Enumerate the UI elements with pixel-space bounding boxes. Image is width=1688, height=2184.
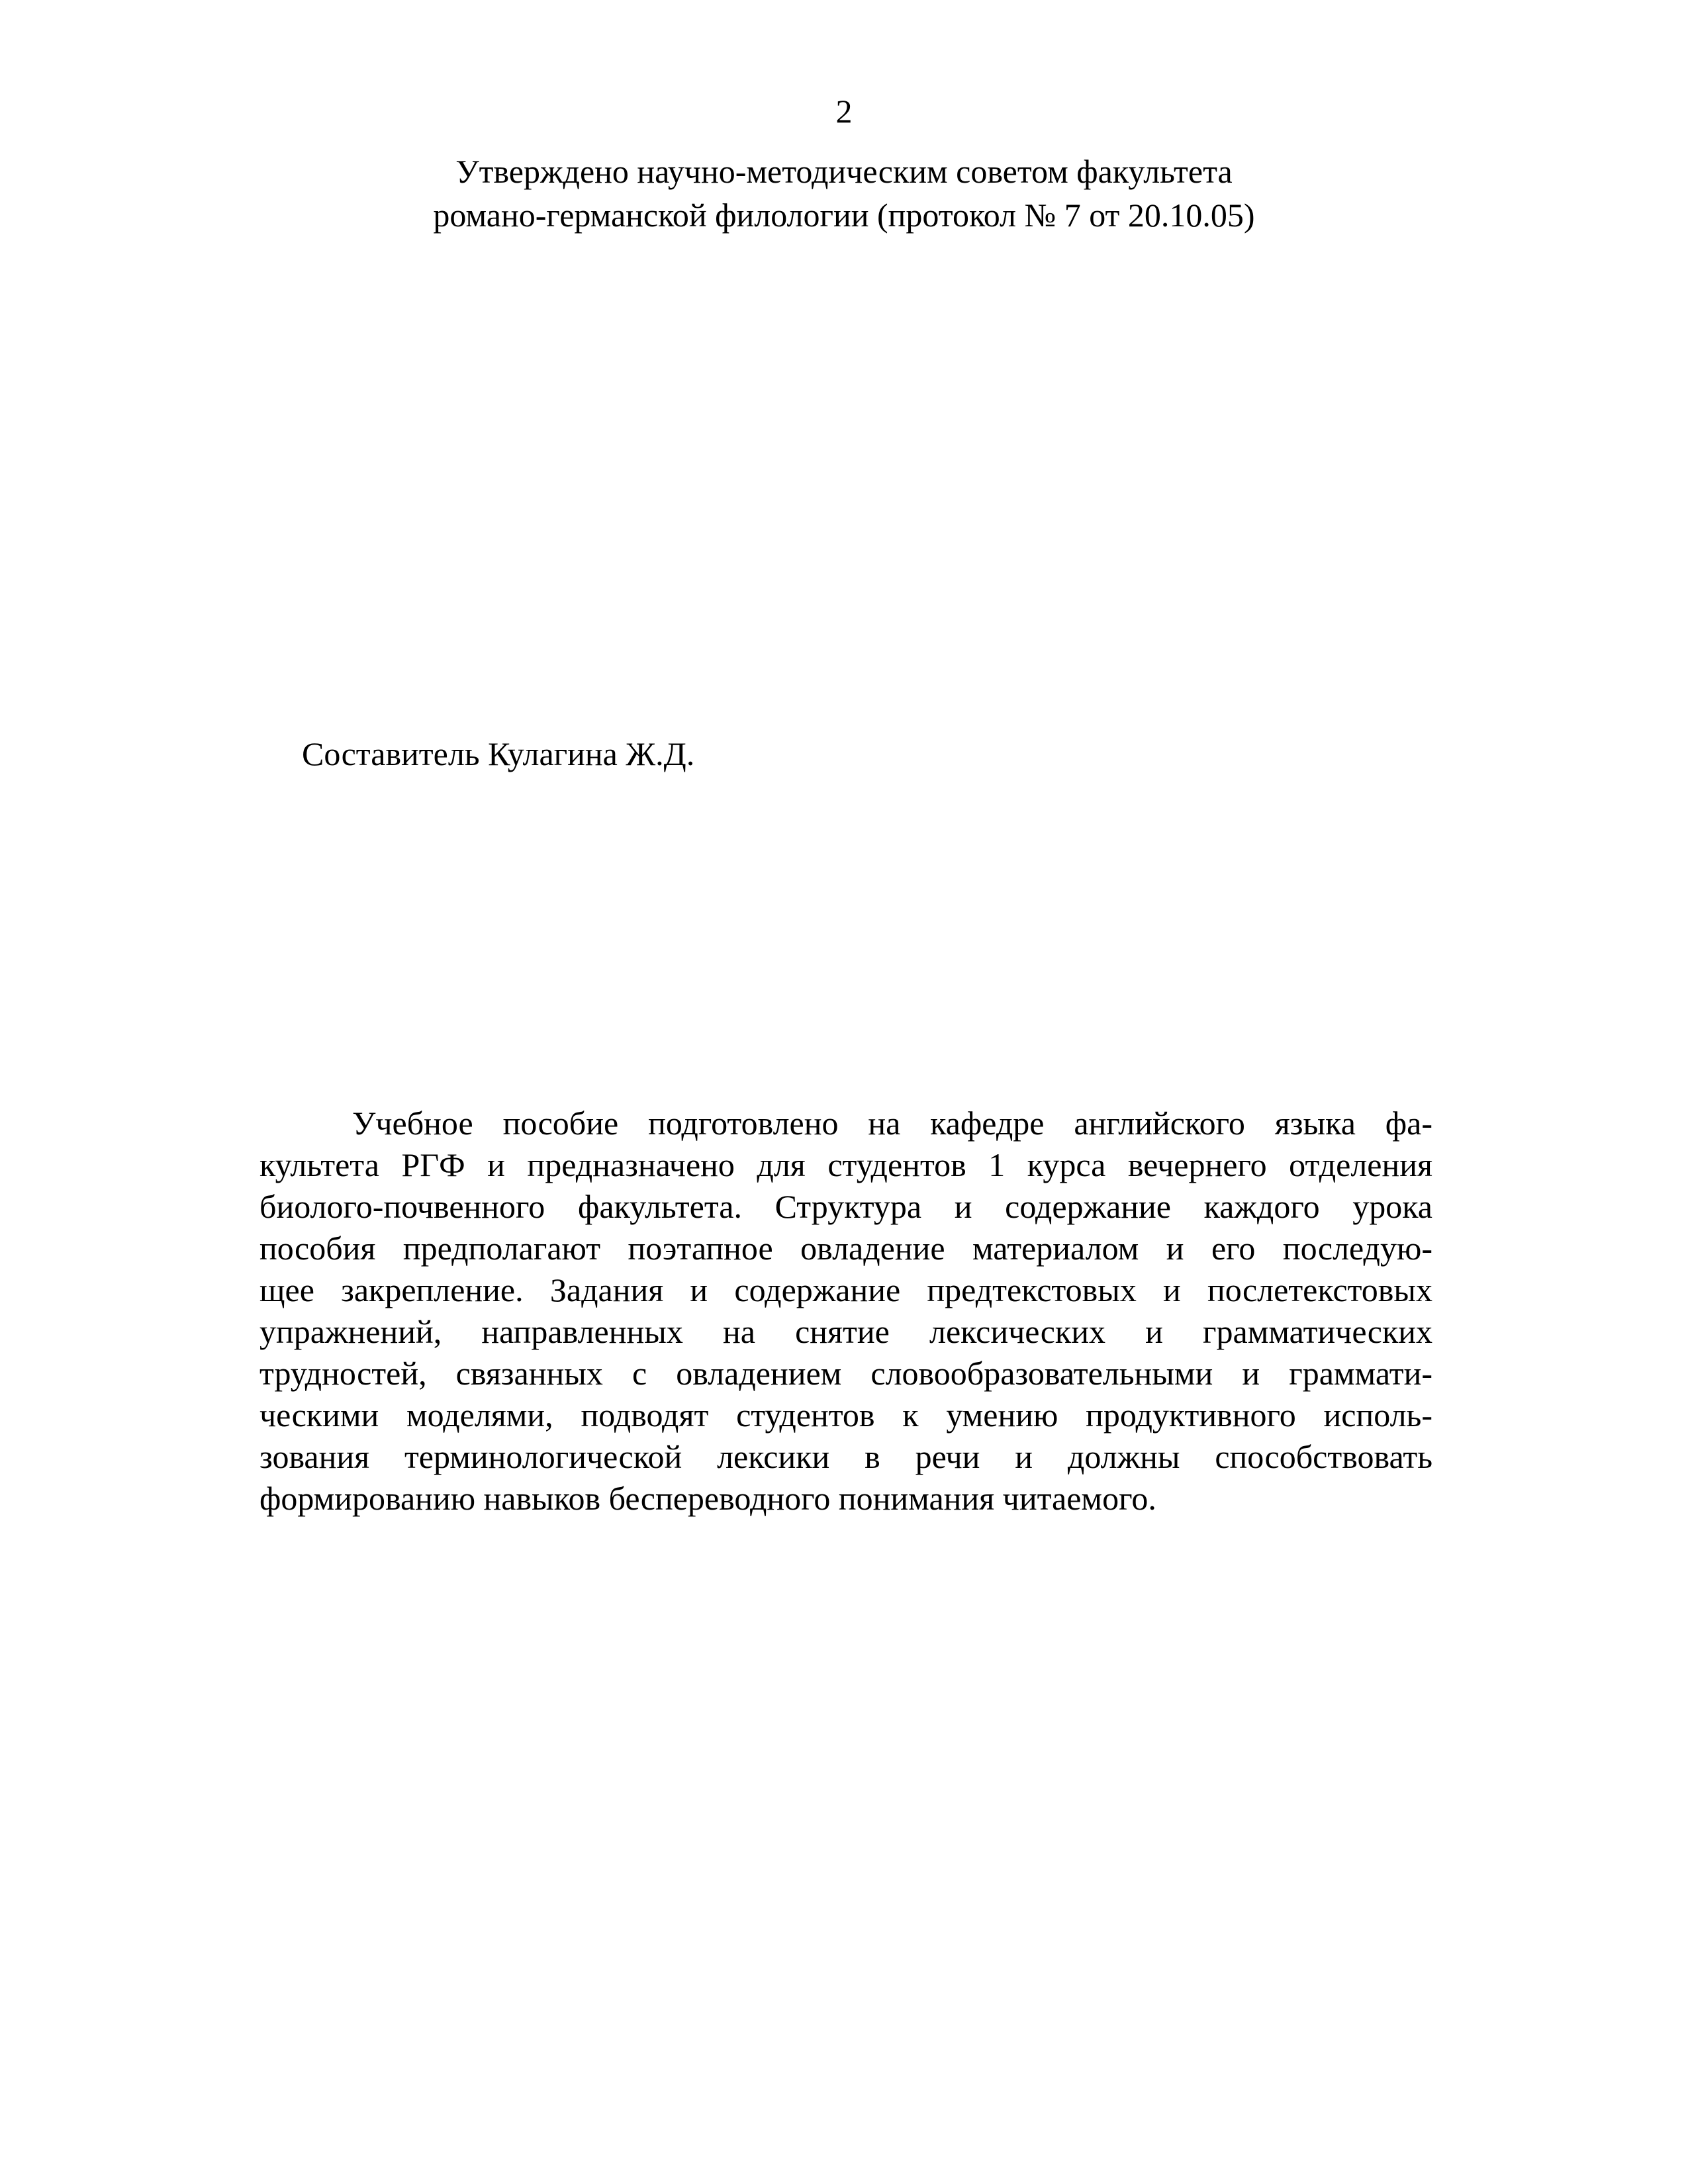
annotation-line: биолого-почвенного факультета. Структура и содержание каждого урока <box>259 1188 1432 1225</box>
approval-line-1: Утверждено научно-методическим советом факультета <box>455 153 1233 190</box>
approval-line-2: романо-германской филологии (протокол № 7 от 20.10.05) <box>433 197 1255 234</box>
annotation-line: пособия предполагают поэтапное овладение материалом и его последую- <box>259 1230 1432 1267</box>
annotation-line: ческими моделями, подводят студентов к умению продуктивного исполь- <box>259 1396 1432 1433</box>
annotation-paragraph <box>259 1103 1432 1520</box>
page-number: 2 <box>835 93 853 130</box>
annotation-line: щее закрепление. Задания и содержание предтекстовых и послетекстовых <box>259 1271 1432 1308</box>
annotation-line: Учебное пособие подготовлено на кафедре английского языка фа- <box>352 1105 1432 1142</box>
annotation-line: культета РГФ и предназначено для студентов 1 курса вечернего отделения <box>259 1146 1432 1183</box>
annotation-line: зования терминологической лексики в речи и должны способствовать <box>259 1438 1432 1475</box>
approval-note <box>0 150 1688 237</box>
annotation-line: формированию навыков беспереводного понимания читаемого. <box>259 1480 1156 1517</box>
compiler-credit: Составитель Кулагина Ж.Д. <box>302 735 695 772</box>
annotation-line: упражнений, направленных на снятие лексических и грамматических <box>259 1313 1432 1350</box>
annotation-line: трудностей, связанных с овладением словообразовательными и граммати- <box>259 1355 1432 1392</box>
